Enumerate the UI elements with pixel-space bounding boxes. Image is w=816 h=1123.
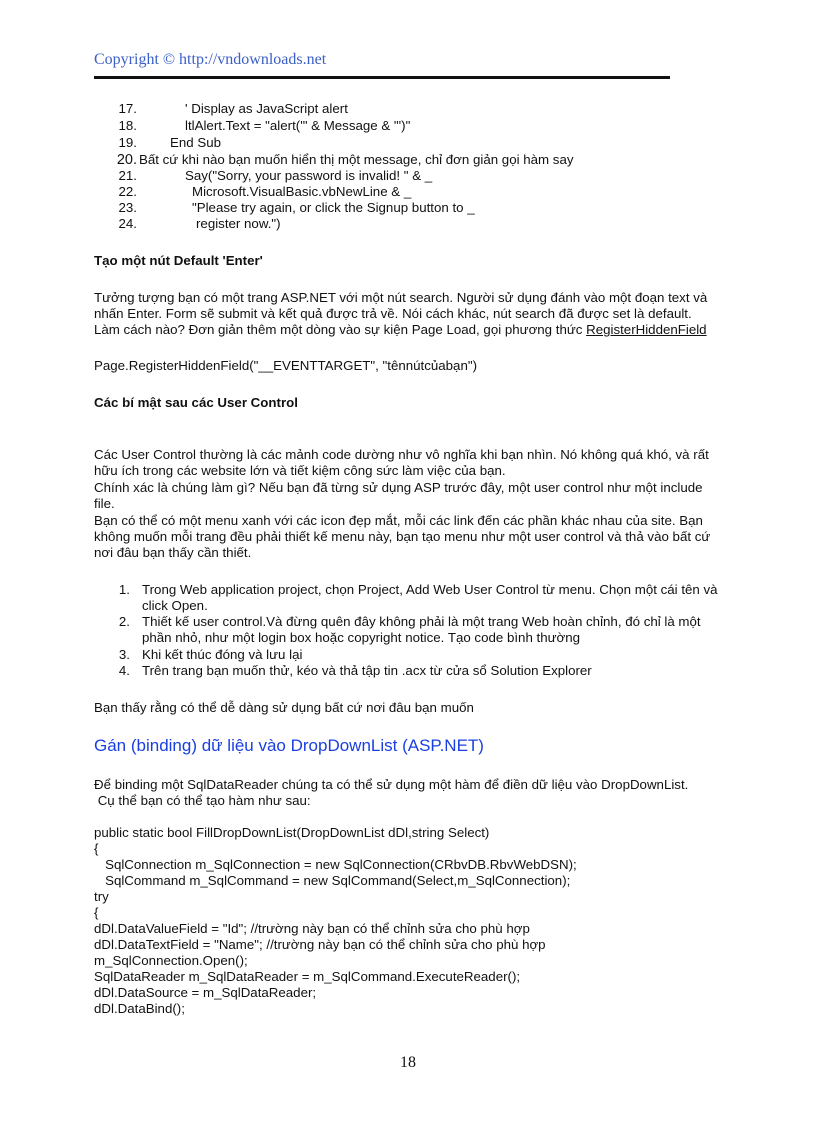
section-heading: Các bí mật sau các User Control [94, 395, 298, 410]
line-number: 19. [118, 135, 137, 150]
line-number: 22. [118, 184, 137, 199]
paragraph-line: không muốn mỗi trang đều phải thiết kế menu này, bạn tạo menu như một user control và thả vào bất cứ [94, 529, 711, 544]
line-number: 21. [118, 168, 137, 183]
code-line: "Please try again, or click the Signup button to _ [192, 200, 475, 215]
step-text: phần nhỏ, như một login box hoặc copyright notice. Tạo code bình thường [142, 630, 581, 645]
line-number: 24. [118, 216, 137, 231]
code-line: Microsoft.VisualBasic.vbNewLine & _ [192, 184, 412, 199]
code-snippet: Page.RegisterHiddenField("__EVENTTARGET", "tênnútcủabạn") [94, 358, 477, 373]
code-line: Say("Sorry, your password is invalid! " & _ [185, 168, 433, 183]
paragraph-line: Tưởng tượng bạn có một trang ASP.NET với một nút search. Người sử dụng đánh vào một đoạn text và [94, 290, 708, 305]
code-line: ' Display as JavaScript alert [185, 101, 348, 116]
step-text: click Open. [142, 598, 208, 613]
code-line: End Sub [170, 135, 222, 150]
paragraph-line: Các User Control thường là các mảnh code dường như vô nghĩa khi bạn nhìn. Nó không quá khó, và rất [94, 447, 709, 462]
paragraph-line: file. [94, 496, 115, 511]
page-number: 18 [400, 1054, 416, 1071]
paragraph-line: Chính xác là chúng làm gì? Nếu bạn đã từng sử dụng ASP trước đây, một user control như một include [94, 480, 703, 495]
code-line: dDl.DataBind(); [94, 1001, 185, 1016]
paragraph-line: Bạn thấy rằng có thể dễ dàng sử dụng bất cứ nơi đâu bạn muốn [94, 700, 474, 715]
code-line: Bất cứ khi nào bạn muốn hiển thị một message, chỉ đơn giản gọi hàm say [139, 152, 574, 167]
paragraph-text: Làm cách nào? Đơn giản thêm một dòng vào sự kiện Page Load, gọi phương thức [94, 322, 587, 337]
section-heading: Gán (binding) dữ liệu vào DropDownList (ASP.NET) [94, 736, 484, 755]
line-number: 17. [118, 101, 137, 116]
paragraph-line: hữu ích trong các website lớn và tiết kiệm công sức làm việc của bạn. [94, 463, 506, 478]
code-line: dDl.DataSource = m_SqlDataReader; [94, 985, 317, 1000]
step-text: Thiết kế user control.Và đừng quên đây không phải là một trang Web hoàn chỉnh, đó chỉ là một [142, 614, 701, 629]
code-line: ltlAlert.Text = "alert('" & Message & "')" [185, 118, 411, 133]
step-number: 4. [118, 663, 130, 678]
copyright-header: Copyright © http://vndownloads.net [94, 51, 327, 68]
code-line: SqlConnection m_SqlConnection = new SqlConnection(CRbvDB.RbvWebDSN); [94, 857, 577, 872]
paragraph-line: Để binding một SqlDataReader chúng ta có thể sử dụng một hàm để điền dữ liệu vào DropDownList. [94, 777, 689, 792]
step-text: Khi kết thúc đóng và lưu lại [142, 647, 303, 662]
header-rule [94, 76, 670, 79]
code-line: m_SqlConnection.Open(); [94, 953, 248, 968]
step-text: Trên trang bạn muốn thử, kéo và thả tập tin .acx từ cửa sổ Solution Explorer [142, 663, 592, 678]
paragraph-line [94, 322, 707, 338]
code-line: public static bool FillDropDownList(DropDownList dDl,string Select) [94, 825, 490, 840]
line-number: 18. [118, 118, 137, 133]
step-number: 3. [118, 647, 130, 662]
line-number: 23. [118, 200, 137, 215]
step-text: Trong Web application project, chọn Project, Add Web User Control từ menu. Chọn một cái tên và [142, 582, 718, 597]
section-heading: Tạo một nút Default 'Enter' [94, 253, 263, 268]
code-line: dDl.DataTextField = "Name"; //trường này bạn có thể chỉnh sửa cho phù hợp [94, 937, 546, 952]
step-number: 1. [118, 582, 130, 597]
step-number: 2. [118, 614, 130, 629]
code-line: SqlCommand m_SqlCommand = new SqlCommand(Select,m_SqlConnection); [94, 873, 571, 888]
code-line: { [94, 905, 99, 920]
paragraph-line: nhấn Enter. Form sẽ submit và kết quả được trả về. Nói cách khác, nút search đã được set là default. [94, 306, 692, 321]
code-line: { [94, 841, 99, 856]
register-hidden-field-link[interactable]: RegisterHiddenField [586, 322, 707, 337]
code-line: try [94, 889, 109, 904]
paragraph-line: Cụ thể bạn có thể tạo hàm như sau: [94, 793, 311, 808]
code-line: register now.") [196, 216, 281, 231]
line-number: 20. [116, 152, 137, 168]
code-line: SqlDataReader m_SqlDataReader = m_SqlCommand.ExecuteReader(); [94, 969, 521, 984]
code-line: dDl.DataValueField = "Id"; //trường này bạn có thể chỉnh sửa cho phù hợp [94, 921, 530, 936]
paragraph-line: nơi đâu bạn thấy cần thiết. [94, 545, 252, 560]
paragraph-line: Bạn có thể có một menu xanh với các icon đẹp mắt, mỗi các link đến các phần khác nhau của site. Bạn [94, 513, 703, 528]
